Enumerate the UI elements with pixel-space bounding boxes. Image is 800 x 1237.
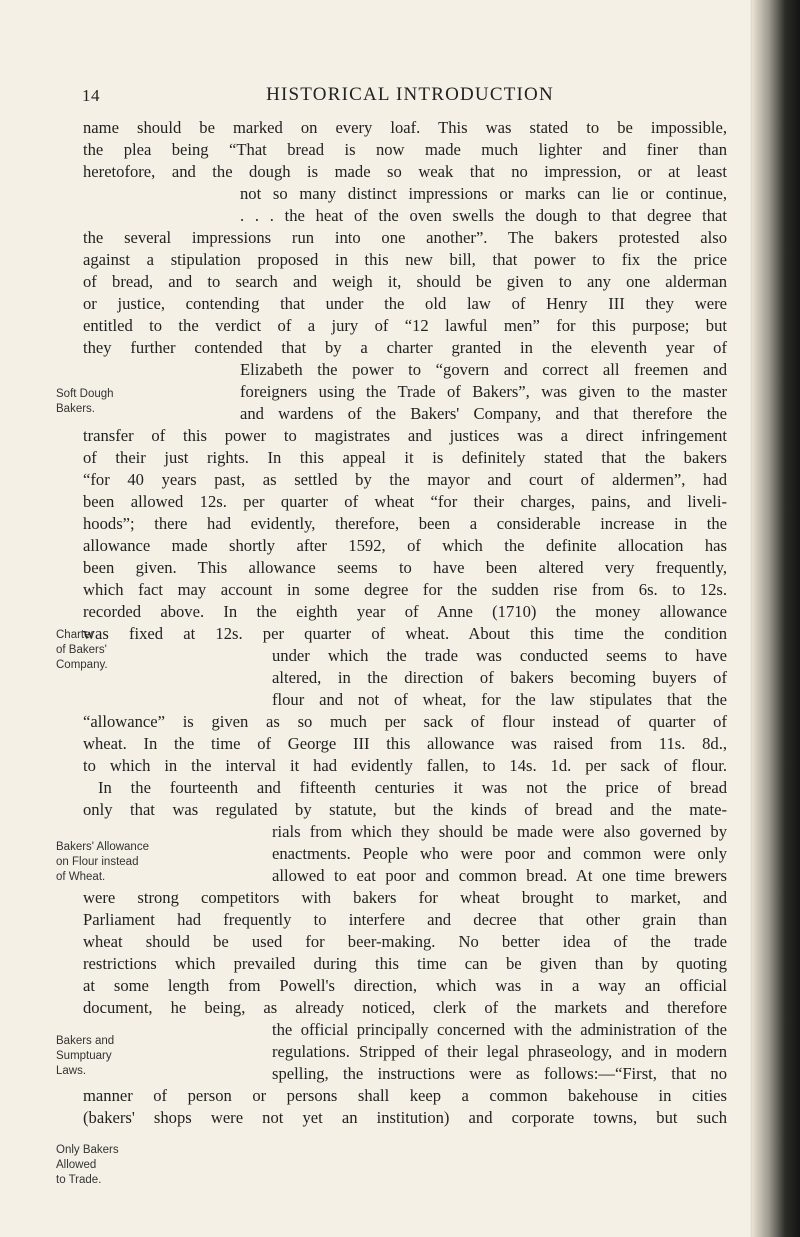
margin-note-line: of Bakers' <box>56 644 107 656</box>
book-binding-edge <box>752 0 800 1237</box>
text-line: Parliament had frequently to interfere and decree that other grain than <box>83 910 727 929</box>
text-line: which fact may account in some degree for the sudden rise from 6s. to 12s. <box>83 580 727 599</box>
text-line: not so many distinct impressions or marks can lie or continue, <box>240 184 727 203</box>
text-line: Elizabeth the power to “govern and correct all freemen and <box>240 360 727 379</box>
text-line: allowance made shortly after 1592, of which the definite allocation has <box>83 536 727 555</box>
margin-note-line: Bakers. <box>56 403 95 415</box>
text-line: manner of person or persons shall keep a common bakehouse in cities <box>83 1086 727 1105</box>
margin-note-line: Sumptuary <box>56 1050 112 1062</box>
margin-note-line: Soft Dough <box>56 388 114 400</box>
text-line: wheat should be used for beer-making. No better idea of the trade <box>83 932 727 951</box>
text-line: been given. This allowance seems to have been altered very frequently, <box>83 558 727 577</box>
margin-note-line: of Wheat. <box>56 871 106 883</box>
text-line: was fixed at 12s. per quarter of wheat. About this time the condition <box>83 624 727 643</box>
margin-note-allowance <box>56 840 166 885</box>
text-line: name should be marked on every loaf. This was stated to be impossible, <box>83 118 727 137</box>
text-line: to which in the interval it had evidently fallen, to 14s. 1d. per sack of flour. <box>83 756 727 775</box>
text-line: allowed to eat poor and common bread. At one time brewers <box>272 866 727 885</box>
text-line: . . . the heat of the oven swells the dough to that degree that <box>240 206 727 225</box>
text-line: “for 40 years past, as settled by the mayor and court of aldermen”, had <box>83 470 727 489</box>
text-line: enactments. People who were poor and common were only <box>272 844 727 863</box>
text-line: heretofore, and the dough is made so weak that no impression, or at least <box>83 162 727 181</box>
page-number: 14 <box>82 86 100 105</box>
text-line: the several impressions run into one another”. The bakers protested also <box>83 228 727 247</box>
text-line: spelling, the instructions were as follows:—“First, that no <box>272 1064 727 1083</box>
text-line: only that was regulated by statute, but the kinds of bread and the mate- <box>83 800 727 819</box>
text-line: were strong competitors with bakers for wheat brought to market, and <box>83 888 727 907</box>
margin-note-line: Company. <box>56 659 108 671</box>
text-line: of bread, and to search and weigh it, should be given to any one alderman <box>83 272 727 291</box>
text-line: restrictions which prevailed during this time can be given than by quoting <box>83 954 727 973</box>
text-line: rials from which they should be made were also governed by <box>272 822 727 841</box>
text-line: been allowed 12s. per quarter of wheat “for their charges, pains, and liveli- <box>83 492 727 511</box>
text-line: altered, in the direction of bakers becoming buyers of <box>272 668 727 687</box>
margin-note-line: Bakers' Allowance <box>56 841 149 853</box>
text-line: entitled to the verdict of a jury of “12 lawful men” for this purpose; but <box>83 316 727 335</box>
text-line: against a stipulation proposed in this new bill, that power to fix the price <box>83 250 727 269</box>
text-line: transfer of this power to magistrates and justices was a direct infringement <box>83 426 727 445</box>
text-line: In the fourteenth and fifteenth centuries it was not the price of bread <box>98 778 727 797</box>
text-line: the official principally concerned with the administration of the <box>272 1020 727 1039</box>
margin-note-soft-dough <box>56 387 118 417</box>
text-line: at some length from Powell's direction, which was in a way an official <box>83 976 727 995</box>
text-line: they further contended that by a charter granted in the eleventh year of <box>83 338 727 357</box>
margin-note-line: Charter <box>56 629 95 641</box>
text-line: foreigners using the Trade of Bakers”, was given to the master <box>240 382 727 401</box>
margin-note-only-bakers <box>56 1143 136 1188</box>
text-line: “allowance” is given as so much per sack of flour instead of quarter of <box>83 712 727 731</box>
text-line: wheat. In the time of George III this allowance was raised from 11s. 8d., <box>83 734 727 753</box>
text-line: regulations. Stripped of their legal phraseology, and in modern <box>272 1042 727 1061</box>
margin-note-line: on Flour instead <box>56 856 139 868</box>
text-line: flour and not of wheat, for the law stipulates that the <box>272 690 727 709</box>
text-line: under which the trade was conducted seems to have <box>272 646 727 665</box>
text-line: and wardens of the Bakers' Company, and that therefore the <box>240 404 727 423</box>
margin-note-sumptuary <box>56 1034 136 1079</box>
text-line: document, he being, as already noticed, clerk of the markets and therefore <box>83 998 727 1017</box>
margin-note-line: Only Bakers <box>56 1144 119 1156</box>
margin-note-line: Allowed <box>56 1159 97 1171</box>
margin-note-line: Bakers and <box>56 1035 115 1047</box>
text-line: or justice, contending that under the old law of Henry III they were <box>83 294 727 313</box>
margin-note-line: to Trade. <box>56 1174 102 1186</box>
text-line: of their just rights. In this appeal it is definitely stated that the bakers <box>83 448 727 467</box>
text-line: (bakers' shops were not yet an institution) and corporate towns, but such <box>83 1108 727 1127</box>
text-line: recorded above. In the eighth year of Anne (1710) the money allowance <box>83 602 727 621</box>
margin-note-line: Laws. <box>56 1065 87 1077</box>
text-line: hoods”; there had evidently, therefore, been a considerable increase in the <box>83 514 727 533</box>
running-head: HISTORICAL INTRODUCTION <box>266 84 554 105</box>
text-line: the plea being “That bread is now made much lighter and finer than <box>83 140 727 159</box>
